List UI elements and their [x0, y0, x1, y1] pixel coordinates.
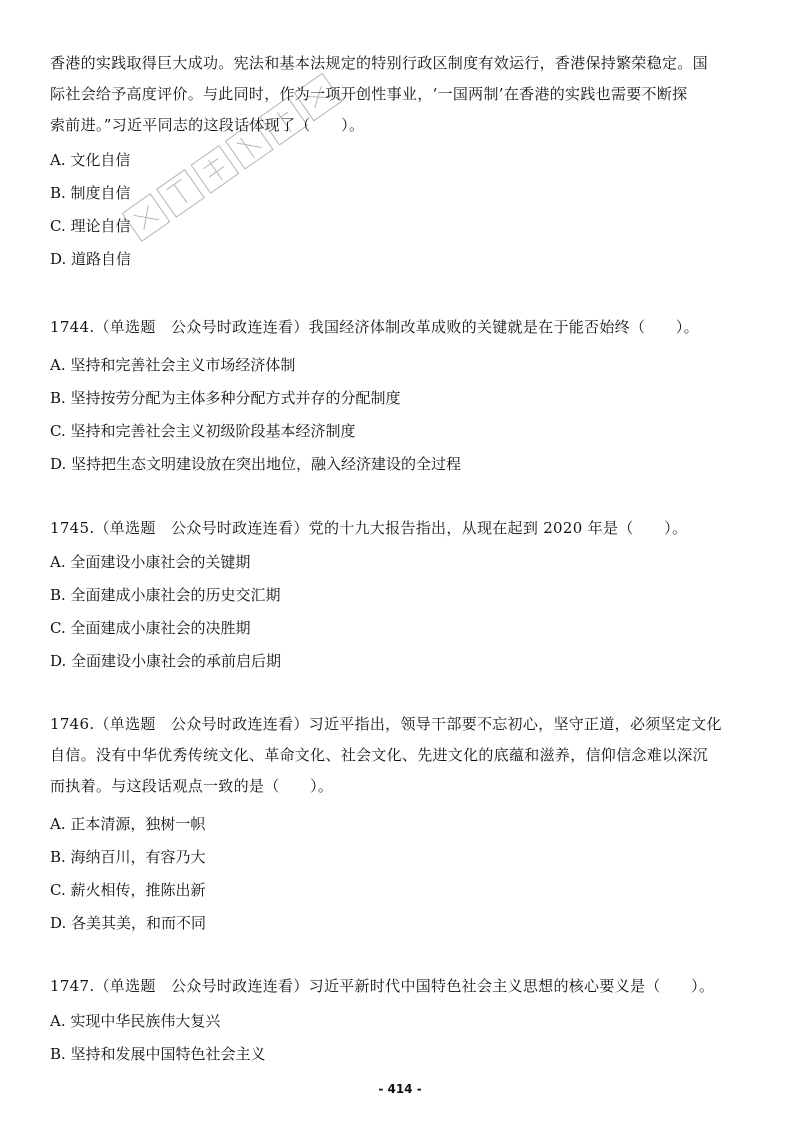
option-list	[50, 812, 752, 944]
question-text-line: 1745.（单选题 公众号时政连连看）党的十九大报告指出，从现在起到 2020 年是（ ）。	[50, 519, 688, 537]
option-a: A. 全面建设小康社会的关键期	[50, 553, 251, 571]
option-a: A. 坚持和完善社会主义市场经济体制	[50, 356, 296, 374]
question-text-line: 1746.（单选题 公众号时政连连看）习近平指出，领导干部要不忘初心，坚守正道，必须坚定文化	[50, 715, 722, 733]
option-d: D. 道路自信	[50, 250, 132, 268]
option-b: B. 全面建成小康社会的历史交汇期	[50, 586, 281, 604]
question-text-line: 而执着。与这段话观点一致的是（ ）。	[50, 777, 334, 795]
option-a: A. 正本清源，独树一帜	[50, 815, 206, 833]
question-1747	[50, 971, 752, 1002]
option-c: C. 理论自信	[50, 217, 131, 235]
option-a: A. 文化自信	[50, 151, 131, 169]
option-a: A. 实现中华民族伟大复兴	[50, 1012, 221, 1030]
page-number: - 414 -	[378, 1082, 422, 1096]
question-text-line: 1747.（单选题 公众号时政连连看）习近平新时代中国特色社会主义思想的核心要义是（ ）。	[50, 977, 715, 995]
question-1744	[50, 312, 752, 343]
question-continuation	[50, 48, 752, 141]
question-1745	[50, 513, 752, 544]
question-text-line: 索前进。”习近平同志的这段话体现了（ ）。	[50, 116, 365, 134]
option-d: D. 全面建设小康社会的承前启后期	[50, 652, 282, 670]
option-list	[50, 148, 752, 280]
question-text-line: 香港的实践取得巨大成功。宪法和基本法规定的特别行政区制度有效运行，香港保持繁荣稳定。国	[50, 54, 708, 72]
option-d: D. 坚持把生态文明建设放在突出地位，融入经济建设的全过程	[50, 455, 462, 473]
option-c: C. 薪火相传，推陈出新	[50, 881, 206, 899]
question-text-line: 际社会给予高度评价。与此同时，作为一项开创性事业，‘一国两制’在香港的实践也需要不断探	[50, 85, 688, 103]
option-list	[50, 550, 752, 682]
option-b: B. 制度自信	[50, 184, 131, 202]
option-c: C. 坚持和完善社会主义初级阶段基本经济制度	[50, 422, 356, 440]
question-1746	[50, 709, 752, 802]
question-text-line: 自信。没有中华优秀传统文化、革命文化、社会文化、先进文化的底蕴和滋养，信仰信念难以深沉	[50, 746, 708, 764]
option-d: D. 各美其美，和而不同	[50, 914, 207, 932]
option-c: C. 全面建成小康社会的决胜期	[50, 619, 251, 637]
option-list	[50, 1009, 752, 1075]
option-b: B. 海纳百川，有容乃大	[50, 848, 206, 866]
option-list	[50, 353, 752, 485]
option-b: B. 坚持按劳分配为主体多种分配方式并存的分配制度	[50, 389, 401, 407]
question-text-line: 1744.（单选题 公众号时政连连看）我国经济体制改革成败的关键就是在于能否始终（ ）。	[50, 318, 699, 336]
option-b: B. 坚持和发展中国特色社会主义	[50, 1045, 266, 1063]
